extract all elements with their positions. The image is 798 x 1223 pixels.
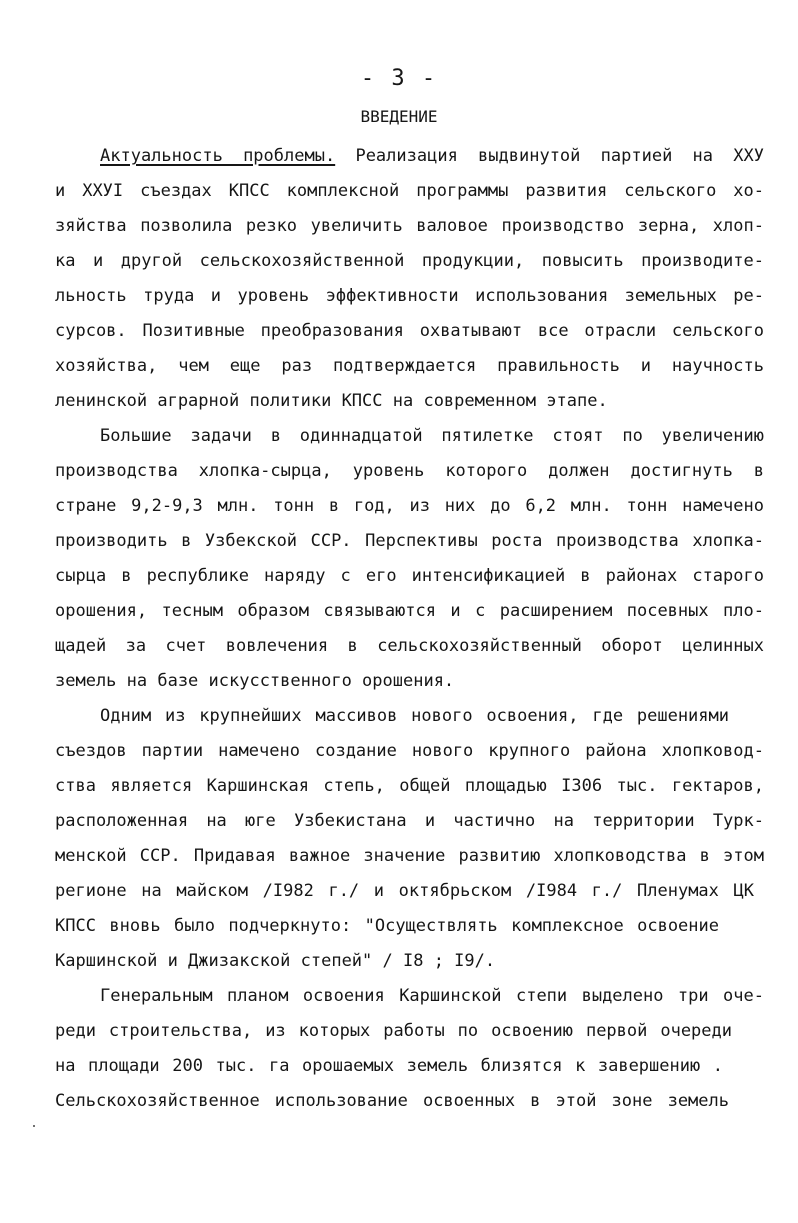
text-line: производства хлопка-сырца, уровень которого должен достигнуть в xyxy=(55,461,764,481)
text-line: регионе на майском /I982 г./ и октябрьском /I984 г./ Пленумах ЦК xyxy=(55,881,754,901)
text-line: расположенная на юге Узбекистана и частично на территории Турк- xyxy=(55,811,764,831)
text-line: льность труда и уровень эффективности использования земельных ре- xyxy=(55,286,764,306)
text-line: съездов партии намечено создание нового крупного района хлопковод- xyxy=(55,741,764,761)
text-line xyxy=(55,143,764,169)
text-line: ленинской аграрной политики КПСС на современном этапе. xyxy=(55,391,608,411)
section-lead-phrase: Актуальность проблемы. xyxy=(100,146,336,166)
text-line: ка и другой сельскохозяйственной продукции, повысить производите- xyxy=(55,251,764,271)
text-line: Большие задачи в одиннадцатой пятилетке стоят по увеличению xyxy=(100,426,764,446)
text-line: орошения, тесным образом связываются и с расширением посевных пло- xyxy=(55,601,764,621)
scan-speck xyxy=(33,1125,35,1127)
section-heading: ВВЕДЕНИЕ xyxy=(360,107,438,126)
text-line: Генеральным планом освоения Каршинской степи выделено три оче- xyxy=(100,986,764,1006)
text-line: стране 9,2-9,3 млн. тонн в год, из них до 6,2 млн. тонн намечено xyxy=(55,496,764,516)
text-line: щадей за счет вовлечения в сельскохозяйственный оборот целинных xyxy=(55,636,764,656)
text-line: хозяйства, чем еще раз подтверждается правильность и научность xyxy=(55,356,764,376)
text-line: зяйства позволила резко увеличить валовое производство зерна, хлоп- xyxy=(55,216,764,236)
page-number: - 3 - xyxy=(360,66,438,91)
text-line: и ХХУI съездах КПСС комплексной программы развития сельского хо- xyxy=(55,181,764,201)
text-line: на площади 200 тыс. га орошаемых земель близятся к завершению . xyxy=(55,1056,723,1076)
text-line: Каршинской и Джизакской степей" / I8 ; I9/. xyxy=(55,951,496,971)
text-line: ства является Каршинская степь, общей площадью I306 тыс. гектаров, xyxy=(55,776,764,796)
text-line: менской ССР. Придавая важное значение развитию хлопководства в этом xyxy=(55,846,764,866)
text-line: Одним из крупнейших массивов нового освоения, где решениями xyxy=(100,706,729,726)
text-line: производить в Узбекской ССР. Перспективы роста производства хлопка- xyxy=(55,531,764,551)
text-line: КПСС вновь было подчеркнуто: "Осуществлять комплексное освоение xyxy=(55,916,719,936)
text-line-rest: Реализация выдвинутой партией на ХХУ xyxy=(355,146,764,166)
text-line: реди строительства, из которых работы по освоению первой очереди xyxy=(55,1021,732,1041)
text-line: сырца в республике наряду с его интенсификацией в районах старого xyxy=(55,566,764,586)
text-line: земель на базе искусственного орошения. xyxy=(55,671,455,691)
text-line: Сельскохозяйственное использование освоенных в этой зоне земель xyxy=(55,1091,729,1111)
text-line: сурсов. Позитивные преобразования охватывают все отрасли сельского xyxy=(55,321,764,341)
